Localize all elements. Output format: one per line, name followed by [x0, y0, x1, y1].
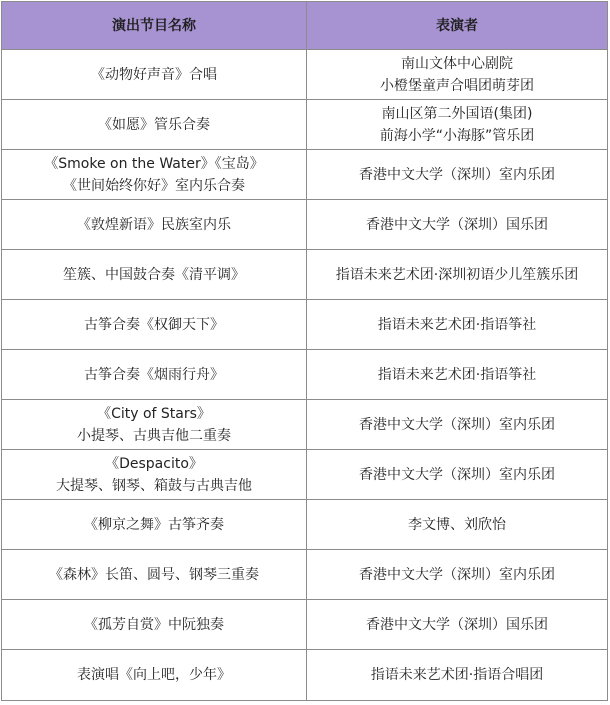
performer-cell-line: 指语未来艺术团·指语合唱团: [370, 667, 544, 683]
program-cell-line: 《世间始终你好》室内乐合奏: [63, 177, 245, 194]
performer-cell-line: 香港中文大学（深圳）室内乐团: [359, 166, 555, 183]
table-row: [2, 350, 608, 400]
program-cell-line: 《Despacito》: [105, 455, 203, 472]
performer-cell-line: 香港中文大学（深圳）国乐团: [366, 216, 548, 233]
performer-cell: [307, 400, 608, 450]
program-table: [1, 1, 608, 701]
performer-cell: [307, 200, 608, 250]
program-cell-line: 《Smoke on the Water》《宝岛》: [44, 155, 264, 172]
performer-cell: [307, 150, 608, 200]
table-header: [2, 2, 608, 50]
performer-cell-line: 香港中文大学（深圳）国乐团: [366, 616, 548, 633]
program-cell-line: 小提琴、古典吉他二重奏: [77, 427, 231, 444]
table-row: [2, 300, 608, 350]
program-cell-line: 《孤芳自赏》中阮独奏: [84, 616, 224, 633]
table-row: [2, 250, 608, 300]
performer-cell: [307, 350, 608, 400]
performer-cell-line: 香港中文大学（深圳）室内乐团: [359, 466, 555, 483]
table-row: [2, 400, 608, 450]
performer-cell: [307, 550, 608, 600]
performer-cell-line: 指语未来艺术团·深圳初语少儿笙簇乐团: [335, 266, 579, 283]
program-cell: [2, 150, 307, 200]
program-cell: [2, 400, 307, 450]
program-cell: [2, 650, 307, 701]
program-cell: [2, 300, 307, 350]
performer-cell-line: 香港中文大学（深圳）室内乐团: [359, 416, 555, 433]
performer-cell: [307, 250, 608, 300]
program-cell: [2, 550, 307, 600]
program-cell-line: 《森林》长笛、圆号、钢琴三重奏: [49, 566, 259, 583]
performer-cell-line: 李文博、刘欣怡: [408, 516, 506, 533]
table-row: [2, 450, 608, 500]
table-body: [2, 50, 608, 701]
program-cell: [2, 50, 307, 100]
table-row: [2, 50, 608, 100]
table-row: [2, 150, 608, 200]
performer-cell-line: 指语未来艺术团·指语筝社: [377, 316, 537, 333]
program-cell-line: 《柳京之舞》古筝齐奏: [84, 516, 224, 533]
performer-cell-line: 小橙堡童声合唱团萌芽团: [380, 77, 534, 94]
performer-cell: [307, 650, 608, 701]
program-cell: [2, 200, 307, 250]
program-column-header: 演出节目名称: [2, 2, 307, 50]
program-cell: [2, 350, 307, 400]
program-cell-line: 笙簇、中国鼓合奏《清平调》: [63, 266, 245, 283]
program-cell-line: 《如愿》管乐合奏: [98, 116, 210, 133]
program-cell: [2, 500, 307, 550]
performer-cell: [307, 100, 608, 150]
performer-cell: [307, 300, 608, 350]
table-row: [2, 500, 608, 550]
table-row: [2, 650, 608, 701]
header-row: [2, 2, 608, 50]
program-cell-line: 表演唱《向上吧，少年》: [77, 667, 231, 683]
table-row: [2, 100, 608, 150]
program-cell-line: 《动物好声音》合唱: [91, 66, 217, 83]
performer-cell-line: 南山区第二外国语(集团): [381, 105, 533, 122]
table-row: [2, 600, 608, 650]
program-cell-line: 古筝合奏《烟雨行舟》: [84, 366, 224, 383]
performer-cell-line: 前海小学“小海豚”管乐团: [379, 127, 535, 144]
program-cell-line: 《City of Stars》: [97, 405, 211, 422]
performer-cell: [307, 600, 608, 650]
program-cell-line: 大提琴、钢琴、箱鼓与古典吉他: [56, 477, 252, 494]
performer-cell-line: 香港中文大学（深圳）室内乐团: [359, 566, 555, 583]
performer-cell-line: 指语未来艺术团·指语筝社: [377, 366, 537, 383]
performer-cell-line: 南山文体中心剧院: [401, 55, 513, 72]
program-cell: [2, 450, 307, 500]
table-row: [2, 200, 608, 250]
performer-cell: [307, 50, 608, 100]
table-row: [2, 550, 608, 600]
program-cell: [2, 100, 307, 150]
program-cell-line: 《敦煌新语》民族室内乐: [77, 216, 231, 233]
performer-column-header: 表演者: [307, 2, 608, 50]
performer-cell: [307, 450, 608, 500]
performer-cell: [307, 500, 608, 550]
program-cell: [2, 250, 307, 300]
program-cell-line: 古筝合奏《权御天下》: [84, 316, 224, 333]
program-cell: [2, 600, 307, 650]
